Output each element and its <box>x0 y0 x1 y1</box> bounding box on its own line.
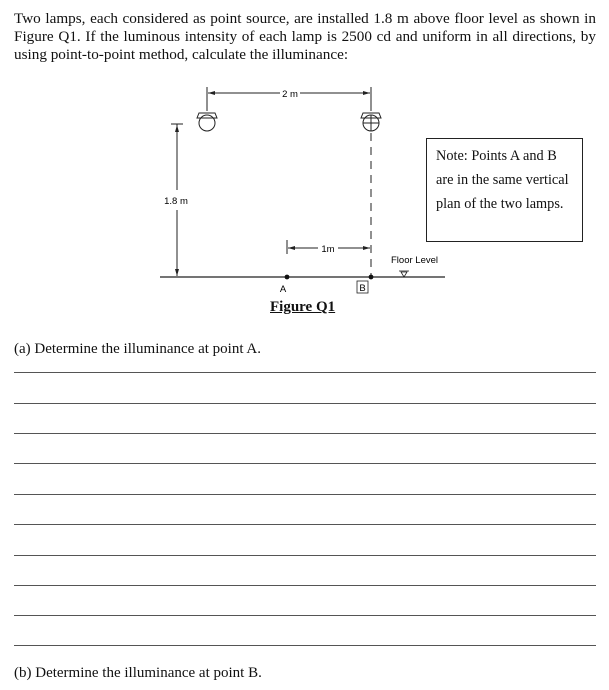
part-b-question: (b) Determine the illuminance at point B. <box>14 665 262 681</box>
dim-label-2m: 2 m <box>282 89 298 100</box>
point-b-label: B <box>359 283 366 294</box>
answer-line[interactable] <box>14 403 596 404</box>
note-box: Note: Points A and B are in the same vertical plan of the two lamps. <box>426 138 583 242</box>
answer-line[interactable] <box>14 555 596 556</box>
dim-label-1m: 1m <box>321 244 335 255</box>
question-text: Two lamps, each considered as point source, are installed 1.8 m above floor level as shown in Figure Q1. If the luminous intensity of each lamp is 2500 cd and uniform in all directions, by using point-to-point method, calculate the illuminance: <box>14 10 596 63</box>
answer-line[interactable] <box>14 372 596 373</box>
dim-arrow-ab-left <box>288 246 295 250</box>
lamp-icon <box>361 104 381 131</box>
dim-arrow-left <box>208 91 215 95</box>
answer-line[interactable] <box>14 463 596 464</box>
lamp-icon <box>197 104 217 131</box>
part-a-question: (a) Determine the illuminance at point A. <box>14 341 262 357</box>
dim-arrow-right <box>363 91 370 95</box>
answer-line[interactable] <box>14 615 596 616</box>
point-a-marker <box>285 275 290 280</box>
answer-line[interactable] <box>14 433 596 434</box>
dim-label-1-8m: 1.8 m <box>164 196 188 207</box>
answer-line[interactable] <box>14 524 596 525</box>
point-b-marker <box>369 275 374 280</box>
answer-line[interactable] <box>14 494 596 495</box>
height-arrow-bottom <box>175 269 179 276</box>
floor-level-triangle-icon <box>401 272 407 277</box>
figure-caption: Figure Q1 <box>270 299 336 315</box>
answer-line[interactable] <box>14 585 596 586</box>
floor-level-label: Floor Level <box>391 255 438 266</box>
point-a-label: A <box>279 284 287 295</box>
height-arrow-top <box>175 125 179 132</box>
answer-line[interactable] <box>14 645 596 646</box>
dim-arrow-ab-right <box>363 246 370 250</box>
